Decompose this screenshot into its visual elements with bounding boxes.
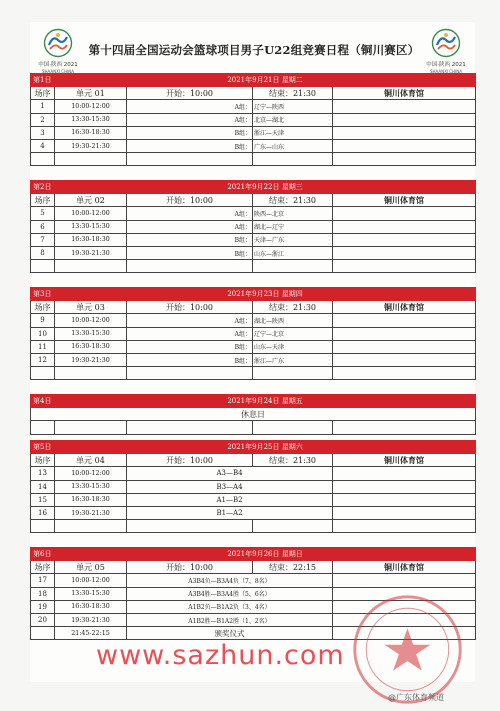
game-number: 10 [31, 327, 55, 340]
game-number: 2 [31, 113, 55, 126]
spacer-row [31, 260, 476, 273]
game-number: 4 [31, 139, 55, 152]
empty-cell [333, 207, 476, 220]
day-header-row [31, 548, 476, 561]
game-time: 16:30-18:30 [55, 493, 127, 506]
site-watermark: www.sazhun.com [96, 640, 345, 671]
empty-cell [333, 327, 476, 340]
game-group: A组： [127, 100, 253, 113]
day-number: 第2日 [31, 181, 55, 194]
start-time: 10:00 [189, 302, 214, 312]
session-unit: 单元 01 [55, 87, 127, 100]
game-time: 16:30-18:30 [55, 233, 127, 246]
game-time: 16:30-18:30 [55, 600, 127, 613]
day-number: 第4日 [31, 395, 55, 408]
game-number: 8 [31, 246, 55, 259]
end-label: 结束： [268, 455, 293, 465]
empty-cell [333, 139, 476, 152]
game-group: B组： [127, 233, 253, 246]
venue-name: 铜川体育馆 [333, 454, 476, 467]
game-match: 山东—浙江 [253, 246, 333, 259]
day-5-table [30, 440, 476, 533]
game-match: 天津—广东 [253, 233, 333, 246]
games-logo-right [422, 28, 470, 74]
end-time: 21:30 [292, 455, 317, 465]
session-end [253, 454, 333, 467]
empty-cell [333, 493, 476, 506]
game-time: 19:30-21:30 [55, 139, 127, 152]
venue-name: 铜川体育馆 [333, 194, 476, 207]
ceremony-time: 21:45-22:15 [55, 627, 127, 640]
empty-cell [333, 314, 476, 327]
day-header-row [31, 288, 476, 301]
game-match: B3—A4 [127, 480, 333, 493]
game-row [31, 220, 476, 233]
page-title: 第十四届全国运动会篮球项目男子U22组竞赛日程（铜川赛区） [88, 43, 420, 57]
spacer-row [31, 520, 476, 533]
game-row [31, 139, 476, 152]
game-number: 20 [31, 613, 55, 626]
session-info-row [31, 194, 476, 207]
games-emblem-icon [43, 28, 73, 58]
end-label: 结束： [268, 302, 293, 312]
game-time: 13:30-15:30 [55, 587, 127, 600]
day-number: 第3日 [31, 288, 55, 301]
venue-name: 铜川体育馆 [333, 561, 476, 574]
game-match: 广东—山东 [253, 139, 333, 152]
association-seal-icon [350, 592, 465, 707]
games-emblem-icon [431, 28, 461, 58]
game-match: A1B2胜—B1A2胜（1、2名） [127, 613, 333, 626]
game-row [31, 480, 476, 493]
empty-cell [333, 220, 476, 233]
start-time: 10:00 [189, 562, 214, 572]
game-row [31, 314, 476, 327]
game-row [31, 493, 476, 506]
header [30, 22, 475, 72]
start-label: 开始： [165, 302, 190, 312]
start-time: 10:00 [189, 88, 214, 98]
game-group: B组： [127, 340, 253, 353]
day-date: 2021年9月23日 星期四 [55, 288, 476, 301]
empty-cell [333, 480, 476, 493]
logo-caption: 中国·陕西 2021 [426, 62, 466, 68]
game-number: 18 [31, 587, 55, 600]
game-number: 13 [31, 467, 55, 480]
game-match: 辽宁—北京 [253, 327, 333, 340]
empty-cell [333, 353, 476, 366]
day-date: 2021年9月22日 星期三 [55, 181, 476, 194]
game-number: 5 [31, 207, 55, 220]
day-number: 第1日 [31, 74, 55, 87]
empty-cell [333, 574, 476, 587]
day-header-row [31, 181, 476, 194]
game-row [31, 207, 476, 220]
end-time: 21:30 [292, 195, 317, 205]
day-date: 2021年9月26日 星期日 [55, 548, 476, 561]
game-time: 19:30-21:30 [55, 246, 127, 259]
games-logo-left [34, 28, 82, 74]
day-date: 2021年9月25日 星期六 [55, 441, 476, 454]
game-row [31, 327, 476, 340]
game-time: 10:00-12:00 [55, 467, 127, 480]
game-match: A1—B2 [127, 493, 333, 506]
game-time: 13:30-15:30 [55, 220, 127, 233]
empty-cell [333, 506, 476, 519]
game-number: 11 [31, 340, 55, 353]
field-header: 场序 [31, 87, 55, 100]
game-match: 辽宁—陕西 [253, 100, 333, 113]
game-match: A3—B4 [127, 467, 333, 480]
session-info-row [31, 87, 476, 100]
day-number: 第5日 [31, 441, 55, 454]
session-end [253, 87, 333, 100]
session-end [253, 194, 333, 207]
rest-row [31, 408, 476, 421]
venue-name: 铜川体育馆 [333, 87, 476, 100]
session-unit: 单元 02 [55, 194, 127, 207]
game-match: 浙江—天津 [253, 126, 333, 139]
game-number: 1 [31, 100, 55, 113]
empty-cell [333, 233, 476, 246]
field-header: 场序 [31, 454, 55, 467]
spacer-row [31, 153, 476, 166]
field-header: 场序 [31, 561, 55, 574]
session-unit: 单元 05 [55, 561, 127, 574]
game-number: 19 [31, 600, 55, 613]
game-row [31, 126, 476, 139]
day-3-table [30, 287, 476, 380]
game-time: 19:30-21:30 [55, 506, 127, 519]
field-header: 场序 [31, 301, 55, 314]
end-label: 结束： [268, 195, 293, 205]
game-number: 16 [31, 506, 55, 519]
game-time: 10:00-12:00 [55, 100, 127, 113]
schedule-sheet [30, 22, 475, 682]
end-time: 21:30 [292, 88, 317, 98]
session-info-row [31, 301, 476, 314]
session-info-row [31, 454, 476, 467]
game-number: 12 [31, 353, 55, 366]
game-group: B组： [127, 139, 253, 152]
game-match: 山东—天津 [253, 340, 333, 353]
ceremony-label: 颁奖仪式 [127, 627, 333, 640]
game-number: 7 [31, 233, 55, 246]
game-time: 16:30-18:30 [55, 126, 127, 139]
game-group: A组： [127, 314, 253, 327]
game-time: 16:30-18:30 [55, 340, 127, 353]
game-time: 19:30-21:30 [55, 613, 127, 626]
session-start [127, 454, 253, 467]
spacer-row [31, 421, 476, 434]
day-number: 第6日 [31, 548, 55, 561]
day-4-table [30, 394, 476, 435]
source-credit: @广东体育频道 [388, 693, 444, 702]
logo-subcaption: SHAANXI CHINA [41, 69, 75, 74]
game-group: A组： [127, 207, 253, 220]
game-time: 13:30-15:30 [55, 480, 127, 493]
end-time: 21:30 [292, 302, 317, 312]
day-date: 2021年9月21日 星期二 [55, 74, 476, 87]
empty-cell [333, 126, 476, 139]
session-info-row [31, 561, 476, 574]
game-match: 陕西—北京 [253, 207, 333, 220]
game-row [31, 113, 476, 126]
game-group: A组： [127, 113, 253, 126]
session-start [127, 87, 253, 100]
game-match: 湖北—陕西 [253, 314, 333, 327]
field-header: 场序 [31, 194, 55, 207]
game-number: 3 [31, 126, 55, 139]
day-header-row [31, 74, 476, 87]
game-match: A3B4胜—B3A4胜（5、6名） [127, 587, 333, 600]
game-group: B组： [127, 246, 253, 259]
game-number: 9 [31, 314, 55, 327]
logo-caption: 中国·陕西 2021 [38, 62, 78, 68]
rest-day-label: 休息日 [31, 408, 476, 421]
end-label: 结束： [268, 88, 293, 98]
game-row [31, 233, 476, 246]
game-row [31, 100, 476, 113]
empty-cell [333, 340, 476, 353]
game-row [31, 340, 476, 353]
game-time: 10:00-12:00 [55, 207, 127, 220]
game-match: B1—A2 [127, 506, 333, 519]
game-match: 湖北—辽宁 [253, 220, 333, 233]
empty-cell [333, 246, 476, 259]
session-unit: 单元 03 [55, 301, 127, 314]
game-row [31, 353, 476, 366]
session-end [253, 561, 333, 574]
game-time: 13:30-15:30 [55, 327, 127, 340]
session-start [127, 561, 253, 574]
game-match: A1B2负—B1A2负（3、4名） [127, 600, 333, 613]
empty-cell [333, 113, 476, 126]
game-time: 19:30-21:30 [55, 353, 127, 366]
end-label: 结束： [268, 562, 293, 572]
start-label: 开始： [165, 562, 190, 572]
empty-cell [333, 100, 476, 113]
day-2-table [30, 180, 476, 273]
venue-name: 铜川体育馆 [333, 301, 476, 314]
session-unit: 单元 04 [55, 454, 127, 467]
start-label: 开始： [165, 455, 190, 465]
game-match: 浙江—广东 [253, 353, 333, 366]
session-start [127, 301, 253, 314]
game-number: 14 [31, 480, 55, 493]
game-match: A3B4负—B3A4负（7、8名） [127, 574, 333, 587]
spacer-row [31, 367, 476, 380]
day-header-row [31, 441, 476, 454]
day-date: 2021年9月24日 星期五 [55, 395, 476, 408]
start-label: 开始： [165, 88, 190, 98]
game-group: A组： [127, 327, 253, 340]
start-time: 10:00 [189, 455, 214, 465]
end-time: 22:15 [292, 562, 317, 572]
game-time: 13:30-15:30 [55, 113, 127, 126]
session-start [127, 194, 253, 207]
game-row [31, 467, 476, 480]
game-group: B组： [127, 353, 253, 366]
game-group: A组： [127, 220, 253, 233]
day-1-table [30, 73, 476, 166]
empty-cell [333, 467, 476, 480]
game-row [31, 574, 476, 587]
session-end [253, 301, 333, 314]
game-row [31, 246, 476, 259]
start-time: 10:00 [189, 195, 214, 205]
start-label: 开始： [165, 195, 190, 205]
game-number: 15 [31, 493, 55, 506]
logo-subcaption: SHAANXI CHINA [429, 69, 463, 74]
day-header-row [31, 395, 476, 408]
game-number: 6 [31, 220, 55, 233]
game-row [31, 506, 476, 519]
game-time: 10:00-12:00 [55, 574, 127, 587]
game-group: B组： [127, 126, 253, 139]
game-match: 北京—湖北 [253, 113, 333, 126]
game-time: 10:00-12:00 [55, 314, 127, 327]
game-number: 17 [31, 574, 55, 587]
